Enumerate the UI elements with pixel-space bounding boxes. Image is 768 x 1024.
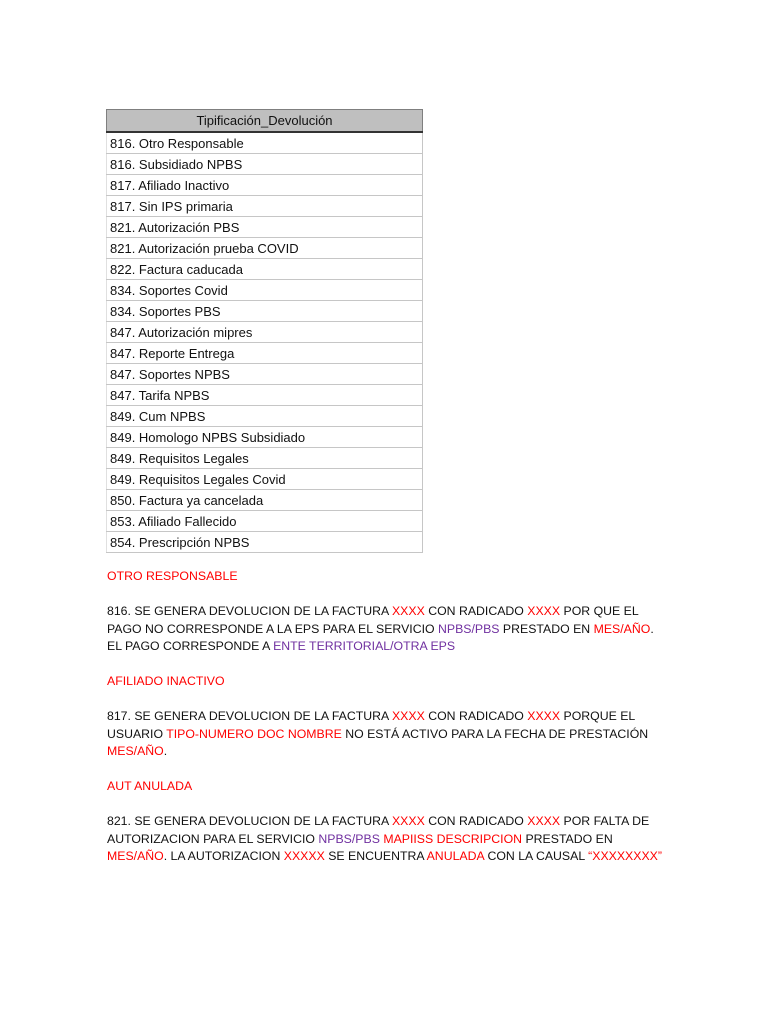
paragraph-text: PRESTADO EN (499, 621, 594, 636)
placeholder-text: MES/AÑO (107, 744, 164, 758)
table-cell: 817. Sin IPS primaria (107, 196, 423, 217)
table-cell: 853. Afiliado Fallecido (107, 511, 423, 532)
paragraph-text: SE ENCUENTRA (324, 849, 427, 863)
table-row (107, 469, 423, 490)
table-cell: 816. Otro Responsable (107, 132, 423, 154)
paragraph-text: 821. SE GENERA DEVOLUCION DE LA FACTURA (107, 814, 392, 828)
paragraph-text: . (163, 744, 168, 758)
table-cell: 822. Factura caducada (107, 259, 423, 280)
table-cell: 850. Factura ya cancelada (107, 490, 423, 511)
placeholder-text: “XXXXXXXX” (588, 849, 662, 863)
table-row (107, 532, 423, 553)
section-paragraph (107, 813, 667, 866)
table-cell: 816. Subsidiado NPBS (107, 154, 423, 175)
placeholder-text: XXXX (391, 814, 425, 828)
table-row (107, 175, 423, 196)
table-cell: 849. Requisitos Legales Covid (107, 469, 423, 490)
placeholder-text: MES/AÑO (107, 849, 164, 863)
table-cell: 821. Autorización PBS (107, 217, 423, 238)
table-row (107, 301, 423, 322)
paragraph-text: CON RADICADO (424, 814, 528, 828)
table-cell: 847. Reporte Entrega (107, 343, 423, 364)
placeholder-text: MAPIISS DESCRIPCION (383, 831, 523, 846)
paragraph-text: CON RADICADO (424, 604, 528, 618)
placeholder-text: XXXX (527, 604, 561, 618)
placeholder-text: MES/AÑO (593, 621, 651, 636)
table-row (107, 448, 423, 469)
paragraph-text: PORQUE EL USUARIO (107, 709, 635, 741)
paragraph-text: POR QUE EL PAGO NO CORRESPONDE A LA EPS PARA EL SERVICIO (107, 604, 639, 636)
table-row (107, 196, 423, 217)
table-row (107, 511, 423, 532)
table-row (107, 322, 423, 343)
table-row (107, 385, 423, 406)
placeholder-text: XXXX (527, 709, 561, 723)
paragraph-text: CON LA CAUSAL (484, 849, 589, 863)
section-heading: AFILIADO INACTIVO (107, 674, 225, 688)
table-cell: 834. Soportes PBS (107, 301, 423, 322)
table-row (107, 427, 423, 448)
paragraph-text: POR FALTA DE AUTORIZACION PARA EL SERVICIO (107, 814, 650, 846)
placeholder-text: XXXX (527, 814, 561, 828)
table-row (107, 154, 423, 175)
table-row (107, 217, 423, 238)
table-row (107, 259, 423, 280)
table-body (107, 132, 423, 553)
table-row (107, 364, 423, 385)
table-header-row (107, 110, 423, 133)
placeholder-text: XXXX (391, 709, 425, 723)
table-row (107, 490, 423, 511)
placeholder-text: TIPO-NUMERO DOC NOMBRE (166, 726, 342, 741)
table-row (107, 132, 423, 154)
table-cell: 817. Afiliado Inactivo (107, 175, 423, 196)
table-cell: 834. Soportes Covid (107, 280, 423, 301)
tipificacion-table (106, 109, 423, 553)
placeholder-text: XXXXX (283, 849, 325, 863)
placeholder-text: ANULADA (426, 849, 485, 863)
table-row (107, 343, 423, 364)
table-cell: 821. Autorización prueba COVID (107, 238, 423, 259)
paragraph-text: CON RADICADO (424, 709, 528, 723)
table-row (107, 280, 423, 301)
table-cell: 847. Soportes NPBS (107, 364, 423, 385)
placeholder-text: ENTE TERRITORIAL/OTRA EPS (273, 639, 456, 653)
placeholder-text: NPBS/PBS (318, 831, 380, 846)
paragraph-text: 816. SE GENERA DEVOLUCION DE LA FACTURA (107, 604, 392, 618)
paragraph-text: . EL PAGO CORRESPONDE A (107, 621, 654, 653)
table-header: Tipificación_Devolución (107, 110, 423, 133)
table-cell: 849. Homologo NPBS Subsidiado (107, 427, 423, 448)
paragraph-text: PRESTADO EN (522, 831, 613, 846)
table-cell: 847. Autorización mipres (107, 322, 423, 343)
table-row (107, 238, 423, 259)
section-heading: OTRO RESPONSABLE (107, 569, 238, 583)
table-cell: 849. Cum NPBS (107, 406, 423, 427)
table-row (107, 406, 423, 427)
placeholder-text: XXXX (391, 604, 425, 618)
table-cell: 847. Tarifa NPBS (107, 385, 423, 406)
section-paragraph (107, 708, 667, 761)
paragraph-text: 817. SE GENERA DEVOLUCION DE LA FACTURA (107, 709, 392, 723)
placeholder-text: NPBS/PBS (438, 621, 500, 636)
table-cell: 849. Requisitos Legales (107, 448, 423, 469)
section-heading: AUT ANULADA (107, 779, 193, 793)
paragraph-text: . LA AUTORIZACION (163, 849, 284, 863)
paragraph-text: NO ESTÁ ACTIVO PARA LA FECHA DE PRESTACIÓN (341, 726, 649, 741)
table-cell: 854. Prescripción NPBS (107, 532, 423, 553)
section-paragraph (107, 603, 667, 656)
document-body (107, 568, 667, 883)
